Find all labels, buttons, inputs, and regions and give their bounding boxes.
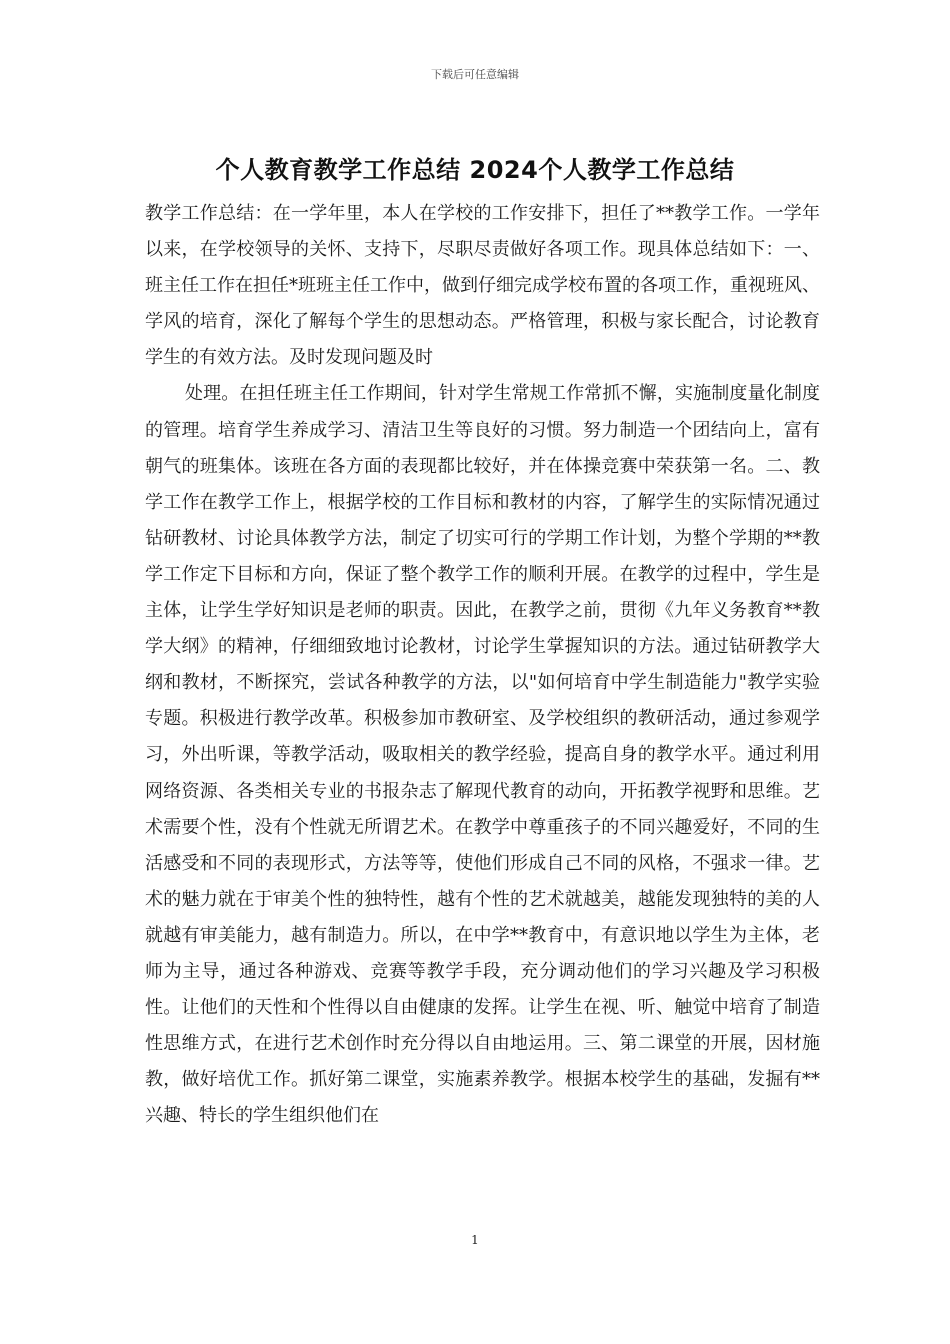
paragraph-1: 教学工作总结：在一学年里，本人在学校的工作安排下，担任了**教学工作。一学年以来，在学校领导的关怀、支持下，尽职尽责做好各项工作。现具体总结如下：一、班主任工作在担任*班班主任工作中，做到仔细完成学校布置的各项工作，重视班风、学风的培育，深化了解每个学生的思想动态。严格管理，积极与家长配合，讨论教育学生的有效方法。及时发现问题及时 <box>145 203 820 369</box>
paragraph-2: 处理。在担任班主任工作期间，针对学生常规工作常抓不懈，实施制度量化制度的管理。培育学生养成学习、清洁卫生等良好的习惯。努力制造一个团结向上，富有朝气的班集体。该班在各方面的表现都比较好，并在体操竞赛中荣获第一名。二、教学工作在教学工作上，根据学校的工作目标和教材的内容，了解学生的实际情况通过钻研教材、讨论具体教学方法，制定了切实可行的学期工作计划，为整个学期的**教学工作定下目标和方向，保证了整个教学工作的顺利开展。在教学的过程中，学生是主体，让学生学好知识是老师的职责。因此，在教学之前，贯彻《九年义务教育**教学大纲》的精神，仔细细致地讨论教材，讨论学生掌握知识的方法。通过钻研教学大纲和教材，不断探究，尝试各种教学的方法，以"如何培育中学生制造能力"教学实验专题。积极进行教学改革。积极参加市教研室、及学校组织的教研活动，通过参观学习，外出听课，等教学活动，吸取相关的教学经验，提高自身的教学水平。通过利用网络资源、各类相关专业的书报杂志了解现代教育的动向，开拓教学视野和思维。艺术需要个性，没有个性就无所谓艺术。在教学中尊重孩子的不同兴趣爱好，不同的生活感受和不同的表现形式，方法等等，使他们形成自己不同的风格，不强求一律。艺术的魅力就在于审美个性的独特性，越有个性的艺术就越美，越能发现独特的美的人就越有审美能力，越有制造力。所以，在中学**教育中，有意识地以学生为主体，老师为主导，通过各种游戏、竞赛等教学手段，充分调动他们的学习兴趣及学习积极性。让他们的天性和个性得以自由健康的发挥。让学生在视、听、触觉中培育了制造性思维方式，在进行艺术创作时充分得以自由地运用。三、第二课堂的开展，因材施教，做好培优工作。抓好第二课堂，实施素养教学。根据本校学生的基础，发掘有**兴趣、特长的学生组织他们在 <box>145 383 820 1127</box>
page-header: 下载后可任意编辑 <box>431 68 519 81</box>
document-body <box>145 196 820 1134</box>
page-number: 1 <box>471 1233 479 1247</box>
document-title: 个人教育教学工作总结 2024个人教学工作总结 <box>215 156 735 184</box>
